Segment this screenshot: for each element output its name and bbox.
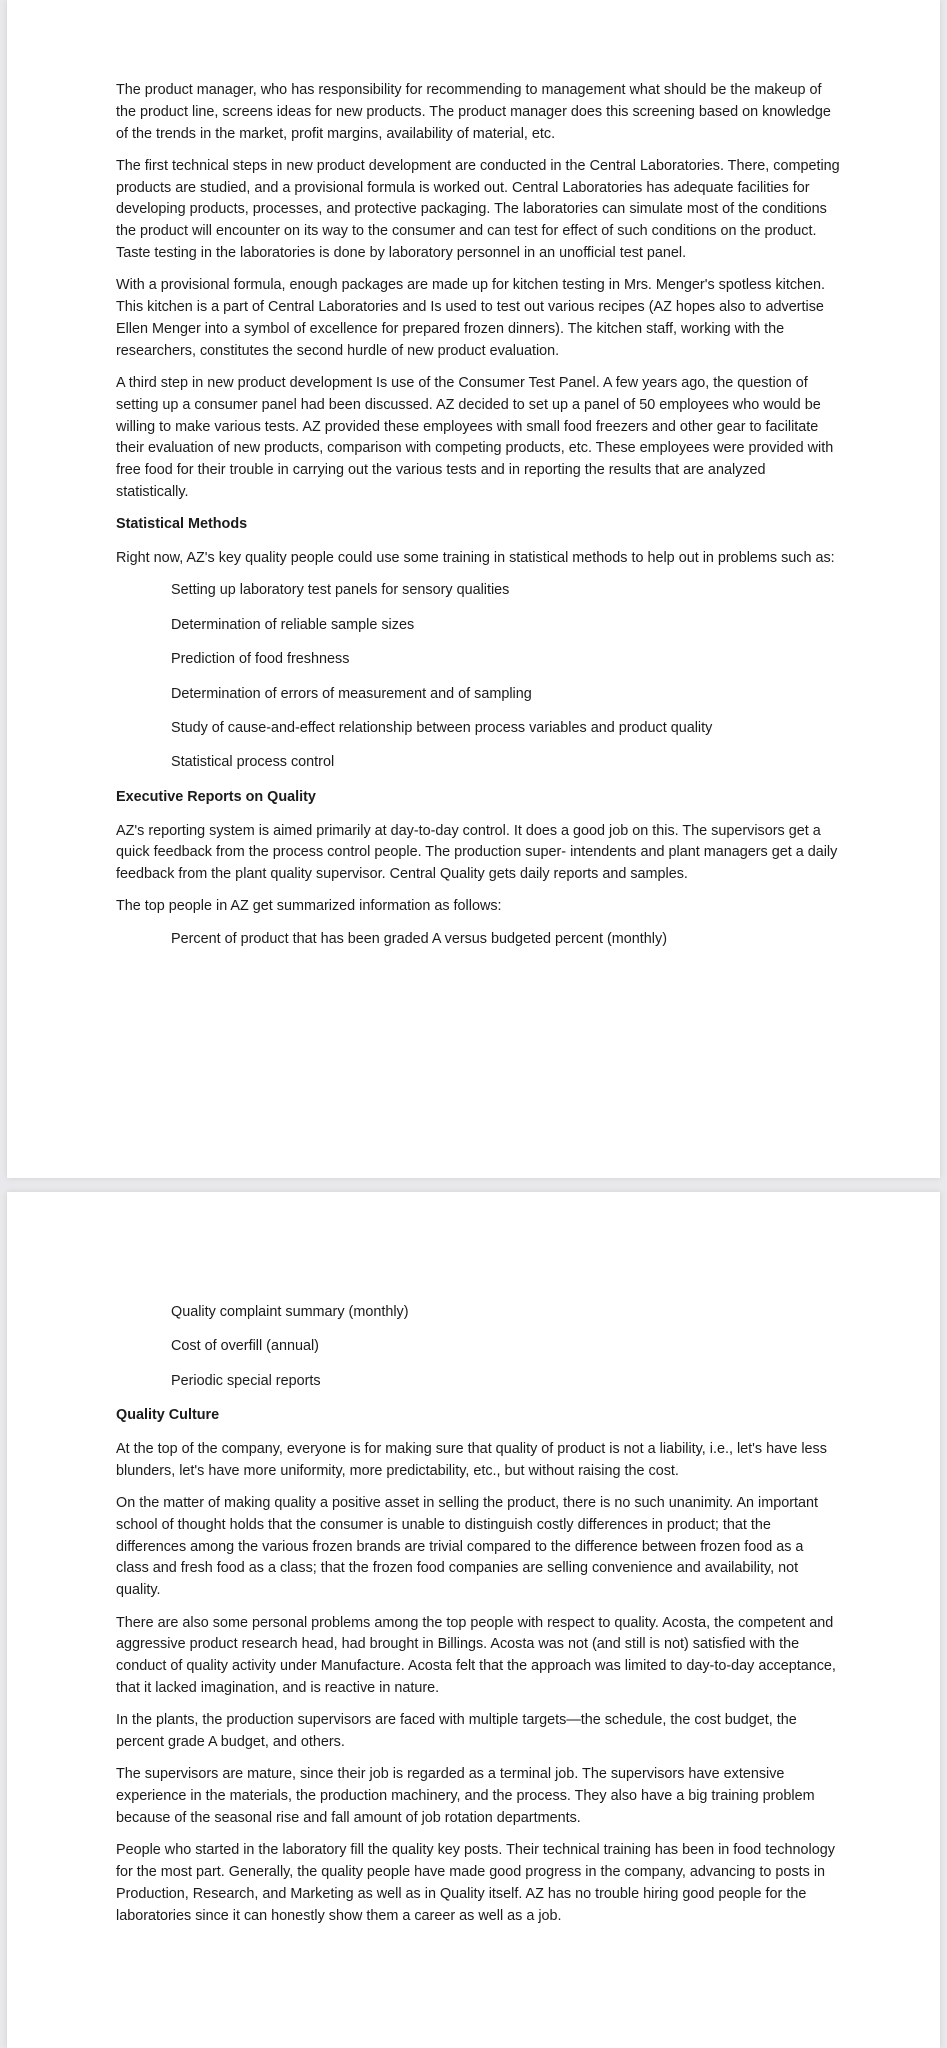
paragraph-quality-asset: On the matter of making quality a positive asset in selling the product, there is no such unanimity. An important school of thought holds that the consumer is unable to distinguish costly differences in product; that the differences among the various frozen brands are trivial compared to the difference between frozen food as a class and fresh food as a class; that the frozen food companies are selling convenience and availability, not quality.: [116, 1495, 819, 1599]
heading-executive-reports: Executive Reports on Quality: [116, 788, 316, 805]
heading-statistical-methods: Statistical Methods: [116, 516, 248, 533]
document-page-2: [7, 1192, 940, 2048]
paragraph-training-need: Right now, AZ's key quality people could use some training in statistical methods to help out in problems such as:: [116, 550, 835, 567]
list-item: Quality complaint summary (monthly): [171, 1304, 409, 1320]
paragraph-reporting-system: AZ's reporting system is aimed primarily at day-to-day control. It does a good job on this. The supervisors get a quick feedback from the process control people. The production super- intendents and plant managers get a daily feedback from the plant quality supervisor. Central Quality gets daily reports and samples.: [116, 822, 838, 883]
heading-quality-culture: Quality Culture: [116, 1407, 220, 1424]
paragraph-personal-problems: There are also some personal problems among the top people with respect to quality. Acosta, the competent and aggressive product research head, had brought in Billings. Acosta was not (and still is not) satisfied with the conduct of quality activity under Manufacture. Acosta felt that the approach was limited to day-to-day acceptance, that it lacked imagination, and is reactive in nature.: [116, 1614, 836, 1696]
list-item: Setting up laboratory test panels for sensory qualities: [171, 582, 510, 599]
list-item: Cost of overfill (annual): [171, 1338, 319, 1355]
list-item: Prediction of food freshness: [171, 651, 350, 668]
paragraph-quality-people: People who started in the laboratory fill the quality key posts. Their technical training has been in food technology for the most part. Generally, the quality people have made good progress in the company, advancing to posts in Production, Research, and Marketing as well as in Quality itself. AZ has no trouble hiring good people for the laboratories since it can honestly show them a career as well as a job.: [116, 1842, 835, 1924]
statistical-problems-list: [116, 580, 840, 774]
report-items-list: [116, 929, 840, 951]
paragraph-summarized-info: The top people in AZ get summarized information as follows:: [116, 898, 502, 915]
list-item: Study of cause-and-effect relationship between process variables and product quality: [171, 720, 713, 736]
list-item: Periodic special reports: [171, 1372, 321, 1389]
list-item: Determination of errors of measurement and of sampling: [171, 685, 532, 702]
paragraph-supervisors: The supervisors are mature, since their job is regarded as a terminal job. The supervisors have extensive experience in the materials, the production machinery, and the process. They also have a big training problem because of the seasonal rise and fall amount of job rotation departments.: [116, 1766, 815, 1826]
report-items-list-continued: [116, 1302, 840, 1393]
paragraph-consumer-test-panel: A third step in new product development Is use of the Consumer Test Panel. A few years ago, the question of setting up a consumer panel had been discussed. AZ decided to set up a panel of 50 employees who would be willing to make various tests. AZ provided these employees with small food freezers and other gear to facilitate their evaluation of new products, comparison with competing products, etc. These employees were provided with free food for their trouble in carrying out the various tests and in reporting the results that are analyzed statistically.: [116, 375, 834, 501]
paragraph-product-manager: The product manager, who has responsibility for recommending to management what should be the makeup of the product line, screens ideas for new products. The product manager does this screening based on knowledge of the trends in the market, profit margins, availability of material, etc.: [116, 82, 831, 142]
paragraph-kitchen-testing: With a provisional formula, enough packages are made up for kitchen testing in Mrs. Menger's spotless kitchen. This kitchen is a part of Central Laboratories and Is used to test out various recipes (AZ hopes also to advertise Ellen Menger into a symbol of excellence for prepared frozen dinners). The kitchen staff, working with the researchers, constitutes the second hurdle of new product evaluation.: [116, 277, 826, 359]
paragraph-plant-targets: In the plants, the production supervisors are faced with multiple targets—the schedule, the cost budget, the percent grade A budget, and others.: [116, 1712, 797, 1751]
paragraph-top-of-company: At the top of the company, everyone is for making sure that quality of product is not a liability, i.e., let's have less blunders, let's have more uniformity, more predictability, etc., but without raising the cost.: [116, 1440, 827, 1479]
list-item: Percent of product that has been graded A versus budgeted percent (monthly): [171, 930, 667, 947]
list-item: Statistical process control: [171, 754, 335, 771]
document-page-1: [7, 0, 940, 1178]
paragraph-technical-steps: The first technical steps in new product development are conducted in the Central Laboratories. There, competing products are studied, and a provisional formula is worked out. Central Laboratories has adequate facilities for developing products, processes, and protective packaging. The laboratories can simulate most of the conditions the product will encounter on its way to the consumer and can test for effect of such conditions on the product. Taste testing in the laboratories is done by laboratory personnel in an unofficial test panel.: [116, 157, 840, 262]
list-item: Determination of reliable sample sizes: [171, 616, 415, 633]
